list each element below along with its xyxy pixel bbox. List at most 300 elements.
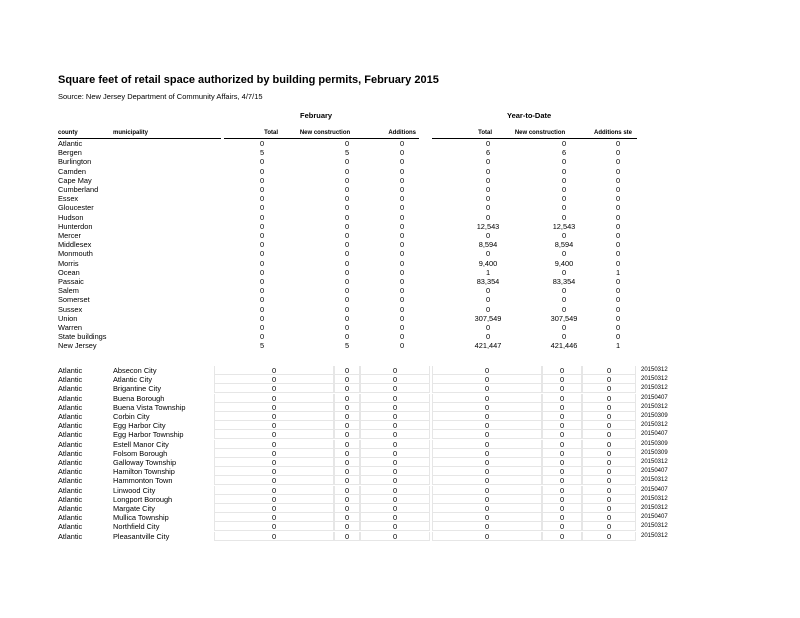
feb-additions-cell: 0 xyxy=(399,148,405,158)
ytd-new-cell: 0 xyxy=(561,286,567,296)
municipality-cell: Corbin City xyxy=(113,412,150,421)
table-row xyxy=(0,277,800,286)
table-row xyxy=(0,259,800,268)
feb-additions-cell: 0 xyxy=(399,323,405,332)
feb-new-cell: 0 xyxy=(334,430,360,439)
table-row xyxy=(0,486,800,495)
table-row xyxy=(0,375,800,384)
feb-additions-cell: 0 xyxy=(399,240,405,250)
ytd-additions-cell: 0 xyxy=(615,304,621,314)
ytd-new-cell: 0 xyxy=(542,366,582,375)
feb-total-cell: 0 xyxy=(259,332,265,342)
ytd-additions-cell: 0 xyxy=(582,375,636,384)
municipality-cell: Northfield City xyxy=(113,522,160,532)
ytd-new-cell: 0 xyxy=(561,212,567,222)
feb-new-cell: 0 xyxy=(344,304,350,314)
municipality-cell: Hammonton Town xyxy=(113,476,173,486)
county-cell: Atlantic xyxy=(58,439,83,449)
column-header-row xyxy=(0,129,800,138)
table-row xyxy=(0,157,800,166)
column-header-municipality: municipality xyxy=(113,130,149,136)
ytd-total-cell: 0 xyxy=(432,384,542,393)
ytd-new-cell: 0 xyxy=(561,304,567,314)
table-row xyxy=(0,203,800,212)
county-cell: Atlantic xyxy=(58,476,83,486)
ytd-additions-cell: 0 xyxy=(615,258,621,268)
county-cell: Atlantic xyxy=(58,421,83,431)
table-row xyxy=(0,240,800,249)
ytd-new-cell: 0 xyxy=(561,139,567,148)
ytd-new-cell: 83,354 xyxy=(552,277,576,286)
feb-new-cell: 0 xyxy=(334,532,360,541)
ytd-additions-cell: 0 xyxy=(615,157,621,167)
ytd-total-cell: 9,400 xyxy=(478,258,498,268)
county-cell: Atlantic xyxy=(58,139,83,148)
ytd-total-cell: 0 xyxy=(485,194,491,204)
ytd-total-cell: 0 xyxy=(485,157,491,167)
ytd-additions-cell: 0 xyxy=(615,221,621,231)
feb-total-cell: 0 xyxy=(259,139,265,148)
feb-total-cell: 0 xyxy=(259,240,265,250)
ytd-additions-cell: 0 xyxy=(615,194,621,204)
ytd-total-cell: 307,549 xyxy=(474,313,502,323)
table-row xyxy=(0,305,800,314)
feb-additions-cell: 0 xyxy=(360,458,430,467)
ytd-total-cell: 0 xyxy=(432,421,542,430)
ytd-total-cell: 0 xyxy=(432,430,542,439)
feb-new-cell: 0 xyxy=(344,313,350,323)
ytd-new-cell: 0 xyxy=(542,421,582,430)
date-stamp-cell: 20150312 xyxy=(641,367,668,373)
feb-additions-cell: 0 xyxy=(360,476,430,485)
table-row xyxy=(0,495,800,504)
municipality-cell: Hamilton Township xyxy=(113,467,175,477)
ytd-new-cell: 0 xyxy=(561,185,567,194)
feb-additions-cell: 0 xyxy=(399,221,405,231)
table-row xyxy=(0,286,800,295)
county-cell: Essex xyxy=(58,194,79,204)
ytd-new-cell: 0 xyxy=(542,522,582,531)
county-cell: Morris xyxy=(58,258,79,268)
feb-total-cell: 5 xyxy=(259,148,265,158)
date-stamp-cell: 20150312 xyxy=(641,385,668,392)
municipality-cell: Pleasantville City xyxy=(113,531,170,541)
county-cell: Atlantic xyxy=(58,531,83,541)
feb-additions-cell: 0 xyxy=(399,203,405,213)
feb-new-cell: 0 xyxy=(334,495,360,504)
county-cell: Atlantic xyxy=(58,513,83,523)
ytd-total-cell: 0 xyxy=(432,449,542,458)
ytd-new-cell: 0 xyxy=(561,249,567,259)
table-row xyxy=(0,467,800,476)
ytd-additions-cell: 0 xyxy=(582,412,636,421)
feb-additions-cell: 0 xyxy=(399,249,405,259)
ytd-additions-cell: 0 xyxy=(582,440,636,449)
ytd-new-cell: 0 xyxy=(542,486,582,495)
county-cell: Middlesex xyxy=(58,240,92,250)
feb-total-cell: 0 xyxy=(259,175,265,185)
county-cell: Atlantic xyxy=(58,402,83,412)
feb-total-cell: 0 xyxy=(214,467,334,476)
feb-total-cell: 0 xyxy=(259,286,265,296)
municipality-cell: Absecon City xyxy=(113,366,157,375)
source-note: Source: New Jersey Department of Community Affairs, 4/7/15 xyxy=(58,92,263,101)
ytd-additions-cell: 0 xyxy=(582,384,636,393)
feb-total-cell: 0 xyxy=(259,231,265,240)
ytd-additions-cell: 0 xyxy=(582,458,636,467)
county-cell: Warren xyxy=(58,323,82,332)
feb-new-cell: 0 xyxy=(344,139,350,148)
feb-total-cell: 0 xyxy=(214,421,334,430)
ytd-total-cell: 0 xyxy=(432,522,542,531)
table-row xyxy=(0,513,800,522)
ytd-additions-cell: 0 xyxy=(615,286,621,296)
feb-new-cell: 0 xyxy=(344,286,350,296)
county-cell: Cape May xyxy=(58,175,92,185)
ytd-additions-cell: 0 xyxy=(615,148,621,158)
county-cell: Union xyxy=(58,313,78,323)
feb-additions-cell: 0 xyxy=(399,212,405,222)
date-stamp-cell: 20150312 xyxy=(641,523,668,530)
feb-additions-cell: 0 xyxy=(399,313,405,323)
feb-total-cell: 0 xyxy=(214,412,334,421)
ytd-additions-cell: 0 xyxy=(615,295,621,305)
table-row xyxy=(0,384,800,393)
ytd-additions-cell: 0 xyxy=(582,495,636,504)
column-header-county: county xyxy=(58,130,78,136)
county-cell: Mercer xyxy=(58,231,81,240)
ytd-total-cell: 0 xyxy=(485,166,491,176)
municipality-cell: Galloway Township xyxy=(113,458,177,467)
county-cell: Atlantic xyxy=(58,366,83,375)
ytd-new-cell: 0 xyxy=(542,412,582,421)
column-header-feb-new-construction: New construction xyxy=(299,130,351,136)
feb-total-cell: 0 xyxy=(214,476,334,485)
ytd-new-cell: 0 xyxy=(561,231,567,240)
feb-additions-cell: 0 xyxy=(399,277,405,286)
table-row xyxy=(0,249,800,258)
table-row xyxy=(0,231,800,240)
page-title: Square feet of retail space authorized by building permits, February 2015 xyxy=(58,74,439,86)
column-header-ytd-new-construction: New construction xyxy=(514,130,566,136)
ytd-additions-cell: 0 xyxy=(582,532,636,541)
ytd-new-cell: 0 xyxy=(561,332,567,342)
ytd-total-cell: 0 xyxy=(432,495,542,504)
ytd-total-cell: 0 xyxy=(485,203,491,213)
ytd-total-cell: 0 xyxy=(485,175,491,185)
ytd-additions-cell: 1 xyxy=(615,267,621,277)
feb-new-cell: 0 xyxy=(334,440,360,449)
feb-total-cell: 0 xyxy=(214,449,334,458)
feb-total-cell: 0 xyxy=(214,513,334,522)
column-header-ytd-additions: Additions ste xyxy=(593,130,632,136)
table-row xyxy=(0,430,800,439)
feb-additions-cell: 0 xyxy=(399,332,405,342)
county-cell: Atlantic xyxy=(58,504,83,513)
feb-total-cell: 0 xyxy=(259,221,265,231)
feb-additions-cell: 0 xyxy=(360,504,430,513)
ytd-total-cell: 83,354 xyxy=(476,277,500,286)
ytd-new-cell: 0 xyxy=(542,495,582,504)
ytd-total-cell: 0 xyxy=(432,467,542,476)
ytd-new-cell: 0 xyxy=(542,394,582,403)
feb-additions-cell: 0 xyxy=(399,258,405,268)
county-cell: Atlantic xyxy=(58,522,83,532)
ytd-additions-cell: 0 xyxy=(615,212,621,222)
feb-new-cell: 0 xyxy=(344,258,350,268)
ytd-additions-cell: 0 xyxy=(615,240,621,250)
ytd-additions-cell: 0 xyxy=(582,366,636,375)
county-cell: Atlantic xyxy=(58,375,83,385)
ytd-total-cell: 0 xyxy=(432,366,542,375)
ytd-new-cell: 0 xyxy=(561,157,567,167)
feb-additions-cell: 0 xyxy=(360,513,430,522)
municipality-cell: Estell Manor City xyxy=(113,439,169,449)
ytd-new-cell: 0 xyxy=(542,375,582,384)
feb-new-cell: 0 xyxy=(344,240,350,250)
ytd-additions-cell: 0 xyxy=(582,513,636,522)
county-cell: Atlantic xyxy=(58,467,83,477)
ytd-total-cell: 0 xyxy=(432,403,542,412)
feb-total-cell: 0 xyxy=(259,166,265,176)
feb-total-cell: 0 xyxy=(214,532,334,541)
ytd-additions-cell: 0 xyxy=(582,449,636,458)
ytd-new-cell: 9,400 xyxy=(554,258,574,268)
ytd-total-cell: 0 xyxy=(432,504,542,513)
municipality-cell: Buena Vista Township xyxy=(113,402,186,412)
ytd-additions-cell: 0 xyxy=(615,175,621,185)
group-header-february: February xyxy=(300,111,333,120)
feb-additions-cell: 0 xyxy=(399,231,405,240)
feb-additions-cell: 0 xyxy=(399,185,405,194)
feb-additions-cell: 0 xyxy=(399,341,405,351)
county-cell: Atlantic xyxy=(58,485,83,495)
feb-new-cell: 0 xyxy=(334,467,360,476)
municipality-cell: Egg Harbor Township xyxy=(113,430,184,440)
feb-new-cell: 0 xyxy=(334,522,360,531)
feb-new-cell: 0 xyxy=(334,394,360,403)
ytd-new-cell: 0 xyxy=(542,513,582,522)
ytd-total-cell: 0 xyxy=(485,212,491,222)
feb-total-cell: 0 xyxy=(259,249,265,259)
ytd-total-cell: 0 xyxy=(485,249,491,259)
ytd-new-cell: 0 xyxy=(561,295,567,305)
table-row xyxy=(0,476,800,485)
feb-new-cell: 0 xyxy=(334,449,360,458)
ytd-new-cell: 0 xyxy=(542,532,582,541)
ytd-new-cell: 0 xyxy=(561,203,567,213)
table-row xyxy=(0,332,800,341)
ytd-total-cell: 0 xyxy=(432,440,542,449)
feb-additions-cell: 0 xyxy=(360,522,430,531)
ytd-additions-cell: 0 xyxy=(582,394,636,403)
feb-total-cell: 0 xyxy=(259,157,265,167)
date-stamp-cell: 20150312 xyxy=(641,376,668,383)
feb-total-cell: 0 xyxy=(259,212,265,222)
ytd-new-cell: 0 xyxy=(542,458,582,467)
feb-new-cell: 5 xyxy=(344,148,350,158)
table-row xyxy=(0,440,800,449)
table-row xyxy=(0,532,800,541)
feb-total-cell: 0 xyxy=(214,486,334,495)
feb-new-cell: 5 xyxy=(344,341,350,351)
ytd-additions-cell: 0 xyxy=(615,166,621,176)
feb-new-cell: 0 xyxy=(334,476,360,485)
ytd-new-cell: 0 xyxy=(542,476,582,485)
feb-total-cell: 0 xyxy=(259,267,265,277)
feb-total-cell: 0 xyxy=(214,430,334,439)
date-stamp-cell: 20150312 xyxy=(641,422,668,429)
county-cell: Atlantic xyxy=(58,494,83,504)
municipality-cell: Folsom Borough xyxy=(113,448,168,458)
county-cell: Gloucester xyxy=(58,203,94,213)
feb-new-cell: 0 xyxy=(344,249,350,259)
column-header-feb-additions: Additions xyxy=(388,130,416,136)
feb-new-cell: 0 xyxy=(344,194,350,204)
county-cell: Atlantic xyxy=(58,458,83,467)
ytd-total-cell: 0 xyxy=(432,476,542,485)
feb-additions-cell: 0 xyxy=(399,166,405,176)
municipality-cell: Brigantine City xyxy=(113,384,162,394)
feb-total-cell: 0 xyxy=(259,313,265,323)
county-cell: Monmouth xyxy=(58,249,93,259)
table-row xyxy=(0,295,800,304)
table-row xyxy=(0,522,800,531)
ytd-additions-cell: 0 xyxy=(582,467,636,476)
county-cell: Camden xyxy=(58,166,86,176)
table-row xyxy=(0,185,800,194)
ytd-additions-cell: 0 xyxy=(582,476,636,485)
municipality-cell: Longport Borough xyxy=(113,494,173,504)
ytd-additions-cell: 0 xyxy=(615,231,621,240)
feb-additions-cell: 0 xyxy=(360,467,430,476)
feb-new-cell: 0 xyxy=(334,366,360,375)
feb-new-cell: 0 xyxy=(344,221,350,231)
county-cell: Cumberland xyxy=(58,185,99,194)
county-cell: State buildings xyxy=(58,332,107,342)
feb-total-cell: 0 xyxy=(259,295,265,305)
ytd-total-cell: 1 xyxy=(485,267,491,277)
table-row xyxy=(0,167,800,176)
feb-total-cell: 0 xyxy=(214,366,334,375)
feb-additions-cell: 0 xyxy=(399,194,405,204)
date-stamp-cell: 20150312 xyxy=(641,459,668,465)
date-stamp-cell: 20150309 xyxy=(641,413,668,419)
county-cell: Atlantic xyxy=(58,384,83,394)
ytd-total-cell: 6 xyxy=(485,148,491,158)
feb-new-cell: 0 xyxy=(334,403,360,412)
feb-additions-cell: 0 xyxy=(360,384,430,393)
county-cell: Passaic xyxy=(58,277,84,286)
feb-additions-cell: 0 xyxy=(360,421,430,430)
ytd-additions-cell: 0 xyxy=(615,332,621,342)
ytd-additions-cell: 0 xyxy=(615,277,621,286)
feb-additions-cell: 0 xyxy=(399,157,405,167)
ytd-total-cell: 0 xyxy=(432,532,542,541)
ytd-total-cell: 0 xyxy=(432,412,542,421)
ytd-total-cell: 0 xyxy=(485,332,491,342)
table-row xyxy=(0,213,800,222)
ytd-new-cell: 0 xyxy=(561,166,567,176)
county-cell: Ocean xyxy=(58,267,80,277)
ytd-new-cell: 0 xyxy=(542,504,582,513)
table-row xyxy=(0,268,800,277)
feb-total-cell: 0 xyxy=(214,504,334,513)
column-header-ytd-total: Total xyxy=(478,130,492,136)
ytd-new-cell: 0 xyxy=(542,384,582,393)
feb-additions-cell: 0 xyxy=(360,486,430,495)
ytd-additions-cell: 0 xyxy=(615,323,621,332)
table-row xyxy=(0,314,800,323)
ytd-additions-cell: 0 xyxy=(582,403,636,412)
ytd-total-cell: 0 xyxy=(485,231,491,240)
date-stamp-cell: 20150309 xyxy=(641,449,668,456)
ytd-new-cell: 307,549 xyxy=(550,313,578,323)
feb-total-cell: 0 xyxy=(214,384,334,393)
feb-additions-cell: 0 xyxy=(360,495,430,504)
feb-new-cell: 0 xyxy=(344,231,350,240)
date-stamp-cell: 20150312 xyxy=(641,505,668,511)
feb-new-cell: 0 xyxy=(344,212,350,222)
ytd-additions-cell: 0 xyxy=(615,313,621,323)
ytd-new-cell: 6 xyxy=(561,148,567,158)
feb-new-cell: 0 xyxy=(344,203,350,213)
municipality-cell: Linwood City xyxy=(113,485,156,495)
feb-total-cell: 0 xyxy=(214,440,334,449)
feb-new-cell: 0 xyxy=(334,513,360,522)
county-cell: New Jersey xyxy=(58,341,97,351)
feb-total-cell: 0 xyxy=(259,203,265,213)
feb-additions-cell: 0 xyxy=(360,430,430,439)
county-cell: Atlantic xyxy=(58,448,83,458)
feb-total-cell: 0 xyxy=(214,403,334,412)
feb-new-cell: 0 xyxy=(344,267,350,277)
feb-additions-cell: 0 xyxy=(399,286,405,296)
feb-new-cell: 0 xyxy=(334,375,360,384)
ytd-additions-cell: 0 xyxy=(615,185,621,194)
feb-total-cell: 5 xyxy=(259,341,265,351)
county-cell: Hunterdon xyxy=(58,221,93,231)
feb-new-cell: 0 xyxy=(344,323,350,332)
ytd-new-cell: 12,543 xyxy=(552,221,576,231)
ytd-additions-cell: 0 xyxy=(615,249,621,259)
ytd-new-cell: 0 xyxy=(561,175,567,185)
table-row xyxy=(0,394,800,403)
ytd-new-cell: 0 xyxy=(542,430,582,439)
ytd-new-cell: 0 xyxy=(561,267,567,277)
feb-additions-cell: 0 xyxy=(399,295,405,305)
feb-new-cell: 0 xyxy=(334,486,360,495)
date-stamp-cell: 20150312 xyxy=(641,495,668,502)
feb-new-cell: 0 xyxy=(344,166,350,176)
feb-total-cell: 0 xyxy=(259,323,265,332)
ytd-total-cell: 0 xyxy=(485,304,491,314)
table-row xyxy=(0,194,800,203)
table-row xyxy=(0,403,800,412)
feb-new-cell: 0 xyxy=(344,295,350,305)
feb-new-cell: 0 xyxy=(334,504,360,513)
ytd-new-cell: 0 xyxy=(542,449,582,458)
feb-total-cell: 0 xyxy=(259,304,265,314)
ytd-total-cell: 0 xyxy=(432,458,542,467)
ytd-total-cell: 0 xyxy=(432,513,542,522)
table-row xyxy=(0,323,800,332)
ytd-additions-cell: 0 xyxy=(582,486,636,495)
date-stamp-cell: 20150312 xyxy=(641,403,668,410)
feb-total-cell: 0 xyxy=(259,185,265,194)
ytd-additions-cell: 0 xyxy=(615,203,621,213)
column-header-feb-total: Total xyxy=(264,130,278,136)
